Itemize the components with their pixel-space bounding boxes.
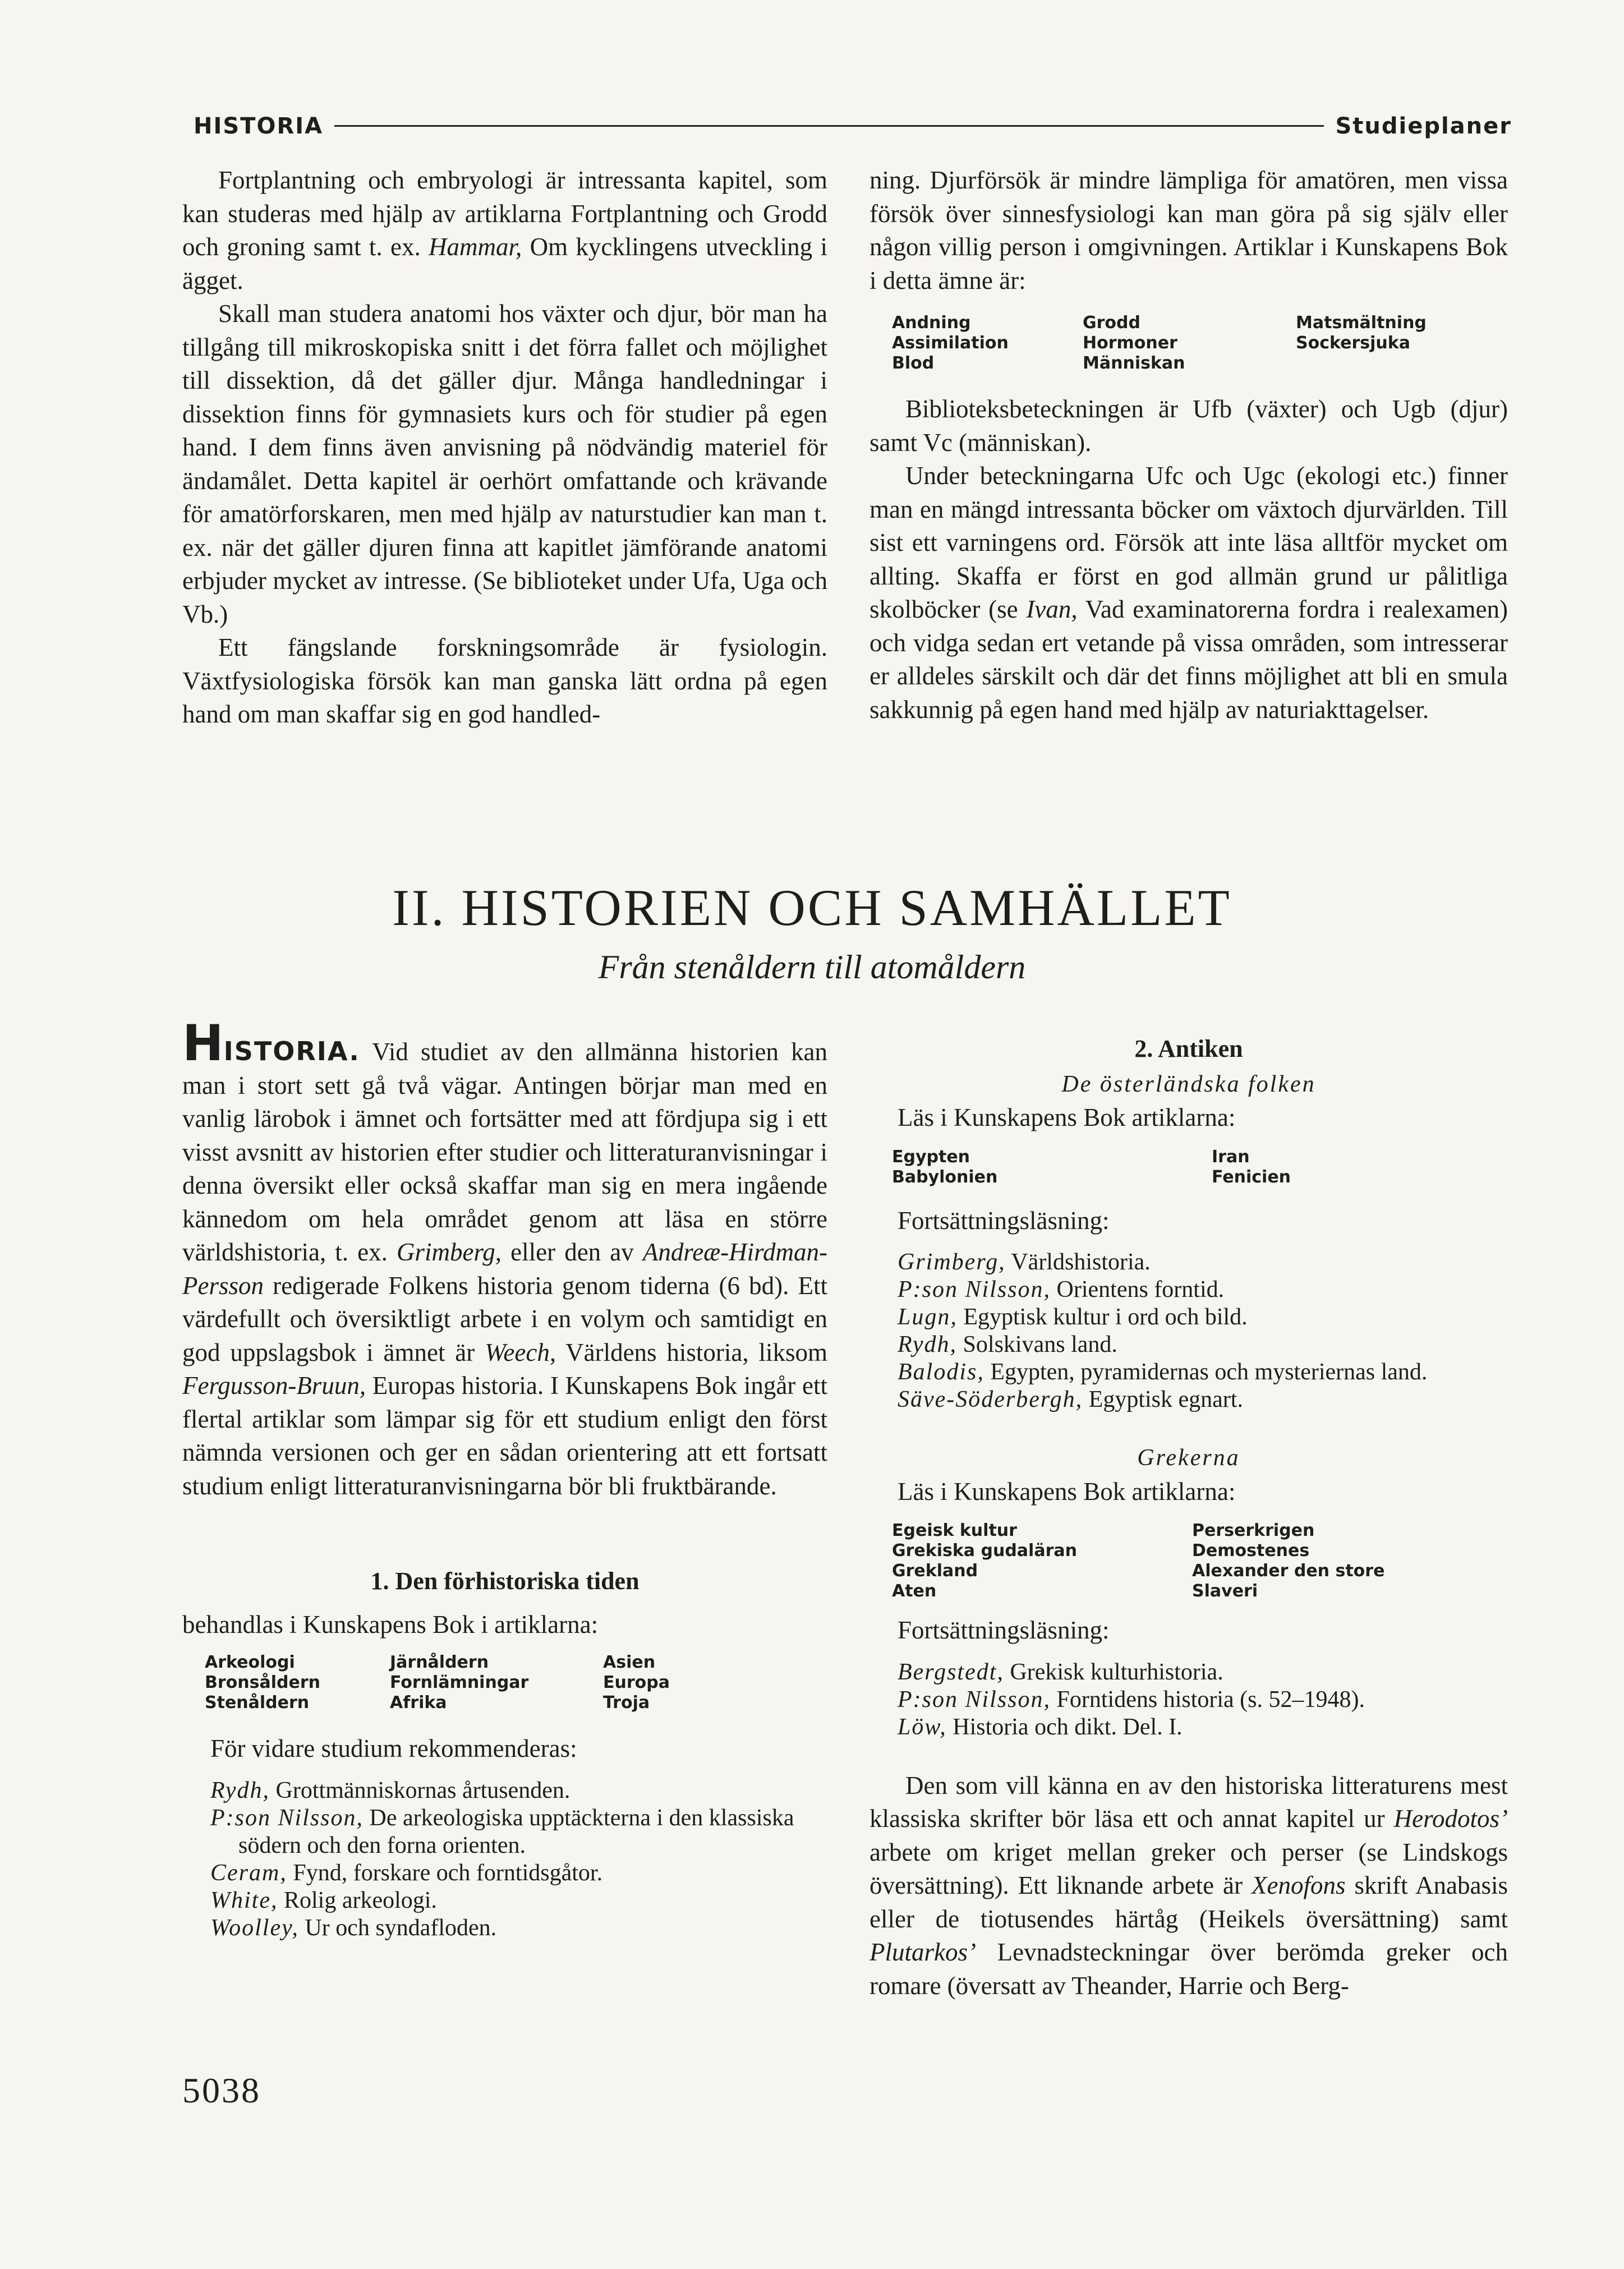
article-item: Troja <box>603 1693 650 1713</box>
text-run: Under beteckningarna Ufc och Ugc (ekologi etc.) finner man en mängd intressanta böcker om växtoch djurvärlden. Till sist ett varningens ord. Försök att inte läsa alltför mycket om allting. Skaffa er först en god allmän grund ur pålitliga skolböcker (se <box>869 462 1508 623</box>
intro-lead: ISTORIA. <box>223 1036 360 1066</box>
text-run: eller den av <box>502 1238 643 1266</box>
reference-author: Grimberg, <box>898 1249 1006 1275</box>
article-item: Stenåldern <box>205 1693 310 1713</box>
article-list-prehistory <box>205 1653 827 1713</box>
article-item: Andning <box>892 313 971 333</box>
article-list-orient <box>892 1147 1508 1188</box>
article-item: Grekland <box>892 1561 978 1581</box>
header-series-title: Studieplaner <box>1324 109 1512 143</box>
text-run: Vid studiet av den allmänna historien kan man i stort sett gå två vägar. Antingen börjar man med en vanlig lärobok i ämnet och fortsätter med att fördjupa sig i ett visst avsnitt av historien efter studier och litteraturanvisningar i denna översikt eller också skaffar man sig en mera ingående kännedom om hela området genom att läsa en större världshistoria, t. ex. <box>182 1038 827 1266</box>
section-subheading: De österländska folken <box>1061 1071 1316 1097</box>
text-run: Levnadsteckningar över berömda greker och romare (översatt av Theander, Harrie och Berg- <box>869 1938 1508 2000</box>
reference-list <box>210 1777 827 1942</box>
reference-title: Forntidens historia (s. 52–1948). <box>1051 1686 1365 1713</box>
reference-entry <box>898 1714 1508 1741</box>
text-run: arbete om kriget mellan greker och perser (se Lindskogs översättning). Ett liknande arbete är <box>869 1838 1508 1899</box>
chapter-title: II. HISTORIEN OCH SAMHÄLLET <box>392 879 1232 936</box>
italic-text: Grimberg, <box>396 1238 502 1266</box>
article-item: Fenicien <box>1212 1167 1291 1187</box>
intro-paragraph <box>182 1014 827 1503</box>
reference-title: Ur och syndafloden. <box>298 1914 497 1941</box>
article-item: Hormoner <box>1083 333 1177 353</box>
reference-title: Solskivans land. <box>957 1332 1117 1357</box>
reference-entry <box>898 1304 1508 1331</box>
reference-entry <box>898 1386 1508 1414</box>
article-item: Afrika <box>390 1693 447 1713</box>
reference-title: De arkeologiska upptäckterna i den klassiska södern och den forna orienten. <box>238 1805 794 1858</box>
italic-text: Andreæ-Hirdman-Persson <box>182 1238 827 1300</box>
reference-entry <box>898 1359 1508 1386</box>
chapter-subtitle: Från stenåldern till atomåldern <box>598 949 1026 986</box>
paragraph: Skall man studera anatomi hos växter och djur, bör man ha tillgång till mikroskopiska snitt i det förra fallet och möjlighet till dissektion, då det gäller djur. Många handledningar i dissektion finns för gymnasiets kurs och för studier på egen hand. I dem finns även anvisning på nödvändig materiel för ändamålet. Detta kapitel är oerhört omfattande och krävande för amatörforskaren, men med hjälp av naturstudier kan man t. ex. när det gäller djuren finna att kapitlet jämförande anatomi erbjuder mycket av intresse. (Se biblioteket under Ufa, Uga och Vb.) <box>182 300 827 628</box>
reference-title: Världshistoria. <box>1005 1249 1151 1275</box>
article-item: Europa <box>603 1673 670 1692</box>
header-rule <box>194 125 1512 127</box>
reference-entry <box>210 1860 827 1887</box>
italic-text: Hammar, <box>429 233 522 261</box>
article-item: Demostenes <box>1192 1541 1310 1561</box>
reference-title: Orientens forntid. <box>1051 1277 1225 1303</box>
running-header <box>194 109 1512 143</box>
reference-title: Historia och dikt. Del. I. <box>946 1714 1183 1740</box>
article-item: Alexander den store <box>1192 1561 1385 1581</box>
reference-entry <box>898 1659 1508 1686</box>
top-left-column <box>182 164 827 731</box>
reference-title: Egyptisk egnart. <box>1083 1387 1243 1412</box>
italic-text: Plutarkos’ <box>869 1938 976 1966</box>
reference-author: Rydh, <box>898 1332 958 1357</box>
italic-text: Fergusson-Bruun, <box>182 1371 366 1400</box>
paragraph: ning. Djurförsök är mindre lämpliga för amatören, men vissa försök över sinnesfysiologi kan man göra på sig själv eller någon villig person i omgivningen. Artiklar i Kunskapens Bok i detta ämne är: <box>869 166 1508 294</box>
reference-list <box>898 1249 1508 1414</box>
top-right-column <box>869 164 1508 726</box>
article-item: Perserkrigen <box>1192 1521 1315 1540</box>
header-section-title: HISTORIA <box>194 109 334 143</box>
reference-author: Säve-Söderbergh, <box>898 1387 1083 1412</box>
italic-text: Weech, <box>485 1338 556 1366</box>
article-item: Babylonien <box>892 1167 998 1187</box>
article-item: Matsmältning <box>1296 313 1427 333</box>
reference-entry <box>210 1914 827 1942</box>
reference-author: Bergstedt, <box>898 1659 1004 1685</box>
reference-title: Fynd, forskare och forntidsgåtor. <box>287 1860 603 1886</box>
reference-author: White, <box>210 1887 278 1913</box>
paragraph <box>869 459 1508 726</box>
article-item: Sockersjuka <box>1296 333 1410 353</box>
reference-author: Rydh, <box>210 1777 270 1803</box>
reference-title: Rolig arkeologi. <box>278 1887 437 1913</box>
article-item: Grekiska gudaläran <box>892 1541 1077 1561</box>
article-item: Iran <box>1212 1147 1250 1167</box>
reference-author: Ceram, <box>210 1860 287 1886</box>
reference-author: Balodis, <box>898 1359 984 1385</box>
reference-entry <box>210 1887 827 1914</box>
article-list-biology <box>892 313 1508 374</box>
article-item: Blod <box>892 353 935 373</box>
article-item: Grodd <box>1083 313 1140 333</box>
article-item: Asien <box>603 1653 656 1672</box>
section-heading: 2. Antiken <box>1134 1035 1243 1062</box>
bottom-left-column <box>182 1014 827 1942</box>
drop-cap: H <box>182 1014 224 1072</box>
reference-entry <box>210 1777 827 1805</box>
reference-author: Lugn, <box>898 1304 958 1330</box>
paragraph: Biblioteksbeteckningen är Ufb (växter) och Ugb (djur) samt Vc (människan). <box>869 395 1508 457</box>
article-item: Egypten <box>892 1147 970 1167</box>
section-subheading: Grekerna <box>1137 1445 1240 1471</box>
article-item: Järnåldern <box>390 1653 489 1672</box>
page-number: 5038 <box>182 2070 261 2110</box>
reference-author: P:son Nilsson, <box>898 1277 1051 1303</box>
reference-author: P:son Nilsson, <box>898 1686 1051 1713</box>
reference-author: P:son Nilsson, <box>210 1805 364 1831</box>
reference-author: Woolley, <box>210 1914 299 1941</box>
text-run: skrift Anabasis eller de tiotusendes härtåg (Heikels översättning) samt <box>869 1871 1508 1933</box>
article-item: Arkeologi <box>205 1653 295 1672</box>
article-item: Assimilation <box>892 333 1009 353</box>
italic-text: Ivan, <box>1026 595 1078 623</box>
reference-title: Grekisk kulturhistoria. <box>1004 1659 1223 1685</box>
reference-entry <box>898 1331 1508 1359</box>
reference-title: Grottmänniskornas årtusenden. <box>270 1777 571 1803</box>
reference-list <box>898 1659 1508 1741</box>
reference-entry <box>898 1249 1508 1276</box>
italic-text: Herodotos’ <box>1393 1805 1508 1833</box>
closing-paragraph <box>869 1769 1508 2003</box>
reference-title: Egypten, pyramidernas och mysteriernas land. <box>984 1359 1428 1385</box>
text-run: Den som vill känna en av den historiska litteraturens mest klassiska skrifter bör läsa ett och annat kapitel ur <box>869 1771 1508 1833</box>
reference-author: Löw, <box>898 1714 947 1740</box>
text-run: Fortplantning och embryologi är intressanta kapitel, som kan studeras med hjälp av artiklarna Fortplantning och Grodd och groning samt t. ex. <box>182 166 827 261</box>
further-reading-label: För vidare studium rekommenderas: <box>210 1734 577 1762</box>
article-item: Bronsåldern <box>205 1673 320 1692</box>
article-item: Människan <box>1083 353 1185 373</box>
intro-text <box>182 1038 827 1500</box>
article-item: Fornlämningar <box>390 1673 529 1692</box>
reference-title: Egyptisk kultur i ord och bild. <box>957 1304 1248 1330</box>
paragraph <box>182 164 827 297</box>
reference-entry <box>898 1276 1508 1304</box>
paragraph: Ett fängslande forskningsområde är fysiologin. Växtfysiologiska försök kan man ganska lätt ordna på egen hand om man skaffar sig en god handled- <box>182 633 827 728</box>
article-list-greeks <box>892 1521 1508 1601</box>
text-run: redigerade Folkens historia genom tiderna (6 bd). Ett värdefullt och översiktligt arbete i en volym och samtidigt en god uppslagsbok i ämnet är <box>182 1271 827 1366</box>
text-run: Om kycklingens utveckling i ägget. <box>182 233 827 294</box>
read-articles-label: Läs i Kunskapens Bok artiklarna: <box>898 1477 1236 1506</box>
further-reading-label: Fortsättningsläsning: <box>898 1616 1110 1644</box>
article-item: Egeisk kultur <box>892 1521 1017 1540</box>
read-articles-label: Läs i Kunskapens Bok artiklarna: <box>898 1103 1236 1131</box>
text-run: Vad examinatorerna fordra i realexamen) och vidga sedan ert vetande på vissa områden, som intresserar er alldeles särskilt och där det finns möjlighet att bli en smula sakkunnig på egen hand med hjälp av naturiakttagelser. <box>869 595 1508 724</box>
section-lead: behandlas i Kunskapens Bok i artiklarna: <box>182 1610 599 1639</box>
reference-entry <box>898 1686 1508 1714</box>
text-run: Europas historia. I Kunskapens Bok ingår ett flertal artiklar som lämpar sig för ett studium enligt den först nämnda versionen och ger en sådan orientering att ett fortsatt studium enligt litteraturanvisningarna bör bli fruktbärande. <box>182 1371 827 1500</box>
reference-entry <box>210 1805 827 1860</box>
article-item: Slaveri <box>1192 1581 1258 1601</box>
article-item: Aten <box>892 1581 937 1601</box>
bottom-right-column <box>869 1032 1508 2003</box>
text-run: Världens historia, liksom <box>556 1338 827 1366</box>
section-heading: 1. Den förhistoriska tiden <box>370 1567 640 1595</box>
further-reading-label: Fortsättningsläsning: <box>898 1206 1110 1235</box>
italic-text: Xenofons <box>1252 1871 1346 1899</box>
